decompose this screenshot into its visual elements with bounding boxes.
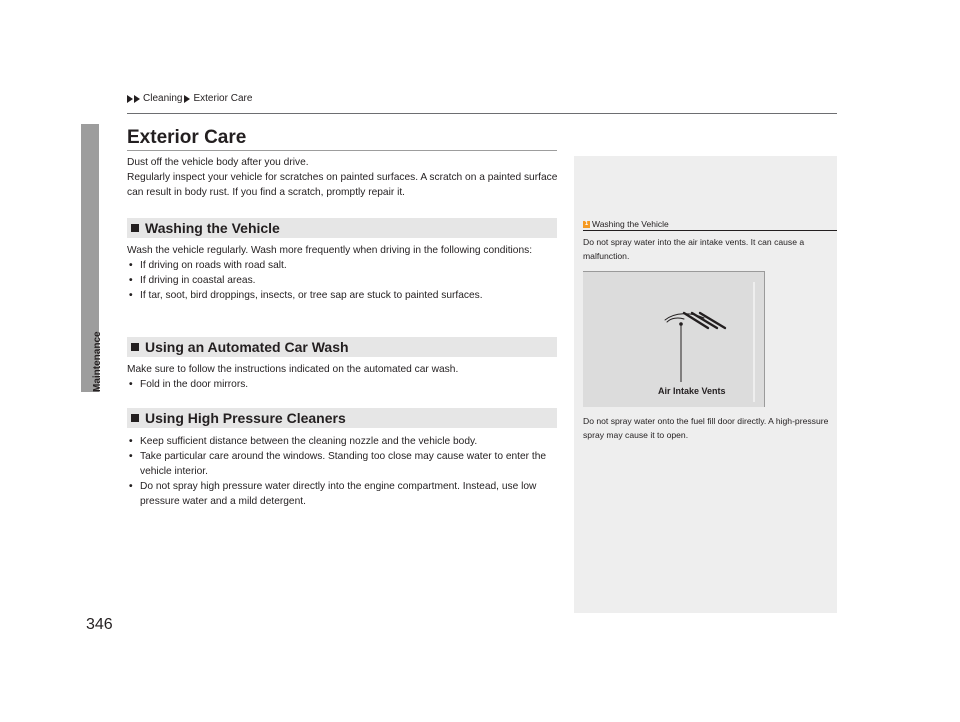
automated-body [127, 362, 559, 392]
section-square-icon [131, 414, 139, 422]
breadcrumb-item-exterior-care[interactable]: Exterior Care [193, 93, 253, 104]
list-item: • If driving on roads with road salt. [127, 258, 559, 273]
list-item: • If driving in coastal areas. [127, 273, 559, 288]
section-heading-text: Washing the Vehicle [145, 220, 280, 236]
breadcrumb-arrow-icon [184, 95, 190, 103]
intro-line-2: Regularly inspect your vehicle for scratches on painted surfaces. A scratch on a painted surface can result in body rust. If you find a scratch, promptly repair it. [127, 172, 558, 198]
high-pressure-bullet-list [127, 434, 559, 509]
section-heading-text: Using High Pressure Cleaners [145, 410, 346, 426]
section-heading-washing [127, 218, 557, 238]
list-item: • Do not spray high pressure water directly into the engine compartment. Instead, use low pressure water and a mild detergent. [127, 479, 559, 509]
header-divider [127, 113, 837, 114]
note-heading-text: Washing the Vehicle [592, 219, 669, 229]
intro-line-1: Dust off the vehicle body after you drive. [127, 157, 309, 168]
title-divider [127, 150, 557, 151]
washing-bullet-list [127, 258, 559, 303]
high-pressure-body [127, 434, 559, 509]
breadcrumb-item-cleaning[interactable]: Cleaning [143, 93, 183, 104]
automated-bullet-list [127, 377, 559, 392]
list-item: • Take particular care around the windows. Standing too close may cause water to enter the vehicle interior. [127, 449, 559, 479]
intro-text [127, 155, 559, 200]
section-heading-automated [127, 337, 557, 357]
note-text-1: Do not spray water into the air intake vents. It can cause a malfunction. [583, 237, 805, 261]
note-divider [583, 230, 837, 231]
vent-slats-icon [665, 313, 725, 328]
section-heading-text: Using an Automated Car Wash [145, 339, 349, 355]
note-text-2: Do not spray water onto the fuel fill door directly. A high-pressure spray may cause it to open. [583, 416, 829, 440]
list-item: • If tar, soot, bird droppings, insects, or tree sap are stuck to painted surfaces. [127, 288, 559, 303]
chapter-tab-label: Maintenance [92, 331, 103, 392]
washing-body [127, 243, 559, 303]
figure-caption: Air Intake Vents [658, 386, 726, 396]
breadcrumb-arrow-icon [127, 95, 133, 103]
breadcrumb [127, 93, 252, 104]
note-reference-icon: 1 [584, 220, 589, 227]
section-square-icon [131, 224, 139, 232]
washing-text: Wash the vehicle regularly. Wash more frequently when driving in the following conditions: [127, 245, 533, 256]
page-number: 346 [86, 616, 113, 633]
list-item: • Keep sufficient distance between the cleaning nozzle and the vehicle body. [127, 434, 559, 449]
section-heading-high-pressure [127, 408, 557, 428]
list-item: • Fold in the door mirrors. [127, 377, 559, 392]
page-title: Exterior Care [127, 127, 247, 148]
automated-text: Make sure to follow the instructions indicated on the automated car wash. [127, 364, 459, 375]
note-heading [583, 219, 669, 229]
breadcrumb-arrow-icon [134, 95, 140, 103]
section-square-icon [131, 343, 139, 351]
